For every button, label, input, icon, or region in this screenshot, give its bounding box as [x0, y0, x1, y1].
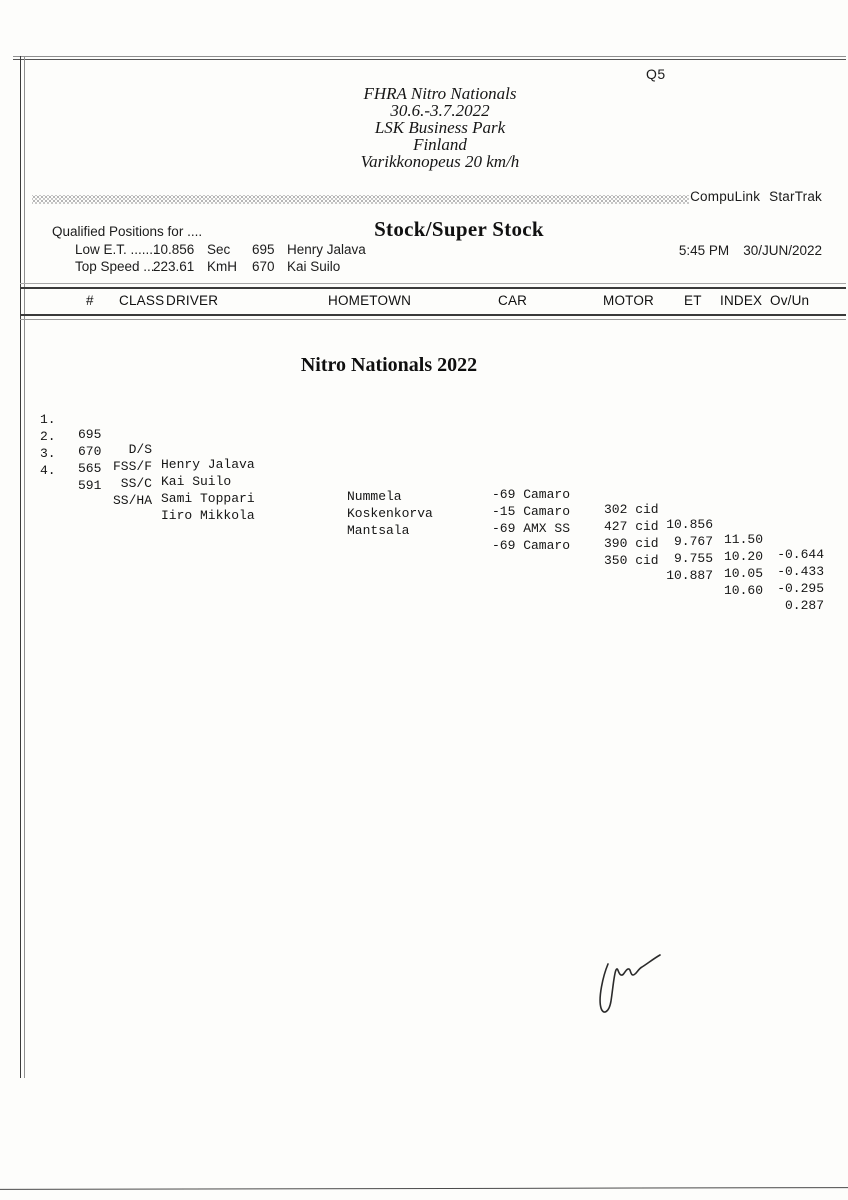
cell-et: 10.887 — [666, 568, 713, 583]
qualified-positions-label: Qualified Positions for .... — [52, 224, 203, 239]
cell-class: SS/C — [120, 476, 152, 491]
cell-class: SS/HA — [112, 493, 152, 508]
header-motor: MOTOR — [603, 293, 654, 308]
header-index: INDEX — [720, 293, 763, 308]
header-ovun: Ov/Un — [770, 293, 810, 308]
page-top-border — [13, 56, 846, 60]
category-title: Stock/Super Stock — [374, 217, 544, 241]
event-pit-speed-note: Varikkonopeus 20 km/h — [360, 152, 520, 171]
cell-et: 10.856 — [666, 517, 713, 532]
header-class: CLASS — [119, 293, 165, 308]
cell-car: -69 Camaro — [492, 538, 571, 553]
low-et-label: Low E.T. ....... — [75, 242, 157, 257]
cell-ovun: -0.295 — [777, 581, 824, 596]
event-venue: LSK Business Park — [374, 118, 506, 137]
cell-ovun: -0.644 — [777, 547, 824, 562]
low-et-unit: Sec — [207, 242, 231, 257]
cell-motor: 390 cid — [604, 536, 659, 551]
rule-above-header — [20, 283, 846, 289]
cell-pos: 2. — [40, 429, 56, 444]
event-title: FHRA Nitro Nationals — [363, 84, 517, 103]
event-dates: 30.6.-3.7.2022 — [390, 101, 490, 120]
header-car: CAR — [498, 293, 528, 308]
cell-driver: Sami Toppari — [161, 491, 255, 506]
signature-scribble-icon — [586, 944, 698, 1034]
top-speed-value: 223.61 — [153, 259, 195, 274]
cell-et: 9.755 — [673, 551, 713, 566]
header-driver: DRIVER — [166, 293, 219, 308]
cell-class: FSS/F — [112, 459, 152, 474]
cell-motor: 427 cid — [604, 519, 659, 534]
cell-number: 695 — [78, 427, 102, 442]
top-speed-line — [0, 259, 848, 276]
low-et-car-number: 695 — [252, 242, 275, 257]
cell-index: 10.20 — [723, 549, 763, 564]
header-et: ET — [684, 293, 702, 308]
low-et-value: 10.856 — [153, 242, 195, 257]
top-speed-unit: KmH — [207, 259, 237, 274]
cell-pos: 1. — [40, 412, 56, 427]
cell-class: D/S — [128, 442, 152, 457]
cell-number: 565 — [78, 461, 102, 476]
event-header — [36, 85, 844, 170]
cell-hometown: Koskenkorva — [347, 506, 433, 521]
cell-car: -69 Camaro — [492, 487, 571, 502]
top-speed-label: Top Speed ... — [75, 259, 155, 274]
cell-ovun: -0.433 — [777, 564, 824, 579]
low-et-driver: Henry Jalava — [287, 242, 366, 257]
cell-et: 9.767 — [673, 534, 713, 549]
page-number: Q5 — [646, 66, 666, 82]
cell-number: 591 — [78, 478, 102, 493]
top-speed-car-number: 670 — [252, 259, 275, 274]
cell-driver: Henry Jalava — [161, 457, 255, 472]
cell-driver: Iiro Mikkola — [161, 508, 255, 523]
page-bottom-edge — [0, 1187, 848, 1190]
top-speed-driver: Kai Suilo — [287, 259, 341, 274]
cell-hometown: Nummela — [347, 489, 402, 504]
cell-hometown: Mantsala — [347, 523, 410, 538]
section-title: Nitro Nationals 2022 — [300, 354, 478, 376]
halftone-separator — [32, 195, 689, 204]
cell-motor: 350 cid — [604, 553, 659, 568]
cell-ovun: 0.287 — [784, 598, 824, 613]
header-pos: # — [86, 293, 94, 308]
cell-index: 10.60 — [723, 583, 763, 598]
cell-number: 670 — [78, 444, 102, 459]
event-country: Finland — [413, 135, 467, 154]
table-column-headers — [0, 293, 848, 309]
print-time: 5:45 PM — [678, 243, 730, 258]
print-date: 30/JUN/2022 — [743, 243, 822, 258]
cell-car: -15 Camaro — [492, 504, 571, 519]
timing-brand: CompuLink StarTrak — [690, 189, 822, 204]
low-et-line — [0, 242, 848, 259]
rule-below-header — [20, 314, 846, 320]
cell-car: -69 AMX SS — [492, 521, 571, 536]
cell-index: 10.05 — [723, 566, 763, 581]
cell-pos: 4. — [40, 463, 56, 478]
cell-pos: 3. — [40, 446, 56, 461]
header-hometown: HOMETOWN — [328, 293, 412, 308]
cell-index: 11.50 — [723, 532, 763, 547]
cell-driver: Kai Suilo — [161, 474, 232, 489]
cell-motor: 302 cid — [604, 502, 659, 517]
